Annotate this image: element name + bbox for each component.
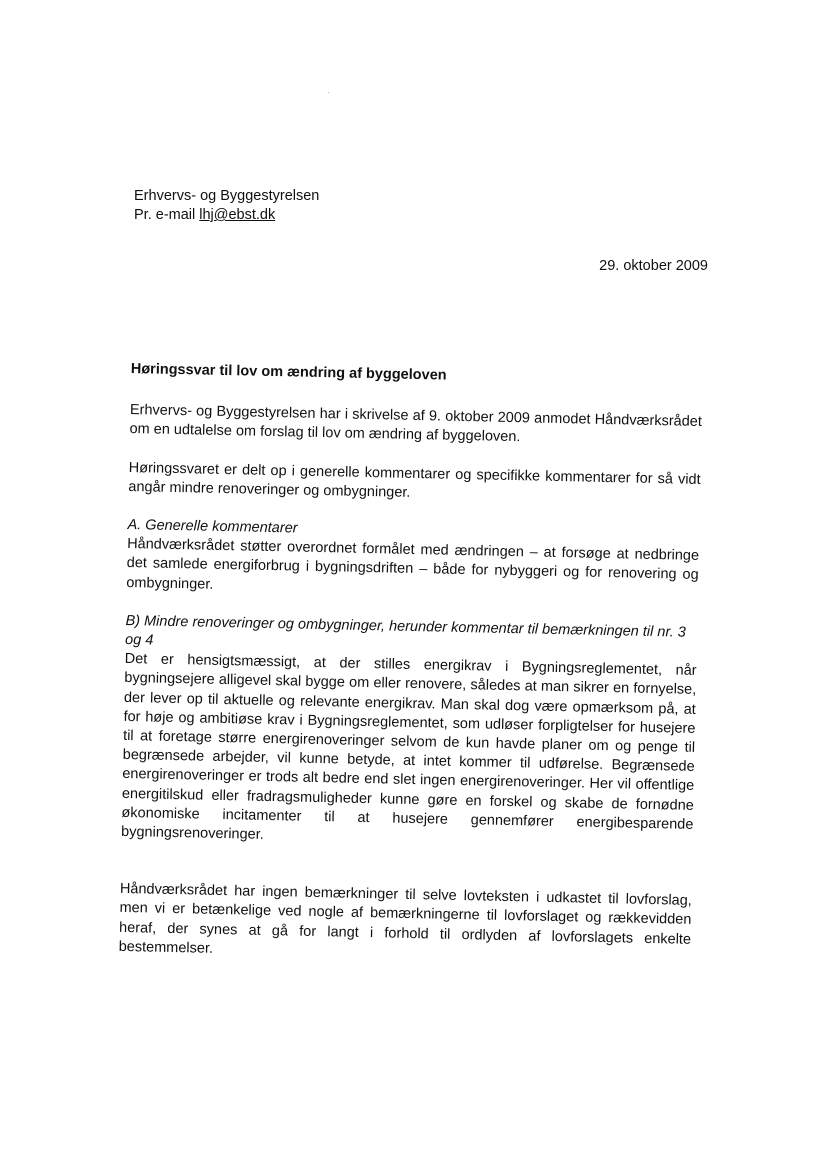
email-link[interactable]: lhj@ebst.dk: [199, 207, 276, 223]
recipient-block: [134, 187, 319, 225]
letter-date: 29. oktober 2009: [599, 258, 708, 274]
intro-paragraph: Erhvervs- og Byggestyrelsen har i skrivelse af 9. oktober 2009 anmodet Håndværksrådet om en udtalelse om forslag til lov om ændring af byggeloven.: [129, 402, 702, 446]
section-a-heading: A. Generelle kommentarer: [127, 516, 298, 537]
letter-body: [118, 360, 703, 988]
recipient-email-line: [134, 206, 319, 225]
section-b-body: Det er hensigtsmæssigt, at der stilles energikrav i Bygningsreglementet, når bygningsejere alligevel skal bygge om eller renovere, således at man sikrer en fornyelse, der lever op til aktuelle og relevante energikrav. Man skal dog være opmærksom på, at for høje og ambitiøse krav i Bygningsreglementet, som udløser forpligtelser for husejere til at foretage større energirenoveringer selvom de kun havde planer om og penge til begrænsede arbejder, vil kunne betyde, at intet kommer til udførelse. Begrænsede energirenoveringer er trods alt bedre end slet ingen energirenoveringer. Her vil offentlige energitilskud eller fradragsmuligheder kunne gøre en forskel og skabe de fornødne økonomiske incitamenter til at husejere gennemfører energibesparende bygningsrenoveringer.: [120, 651, 697, 843]
structure-paragraph: Høringssvaret er delt op i generelle kommentarer og specifikke kommentarer for så vidt angår mindre renoveringer og ombygninger.: [128, 459, 701, 501]
email-prefix: Pr. e-mail: [134, 207, 200, 223]
letter-subject: Høringssvar til lov om ændring af byggeloven: [130, 360, 447, 384]
section-a-body: Håndværksrådet støtter overordnet formålet med ændringen – at forsøge at nedbringe det samlede energiforbrug i bygningsdriften – både for nybyggeri og for renovering og ombygninger.: [126, 536, 700, 593]
recipient-organization: Erhvervs- og Byggestyrelsen: [134, 188, 320, 204]
scan-speck: [328, 92, 329, 93]
closing-paragraph: Håndværksrådet har ingen bemærkninger til selve lovteksten i udkastet til lovforslag, men vi er betænkelige ved nogle af bemærkningerne til lovforslaget og rækkevidden heraf, der synes at gå for langt i forhold til ordlyden af lovforslagets enkelte bestemmelser.: [118, 881, 692, 957]
section-b-heading: B) Mindre renoveringer og ombygninger, herunder kommentar til bemærkningen til nr. 3 og 4: [124, 612, 686, 649]
